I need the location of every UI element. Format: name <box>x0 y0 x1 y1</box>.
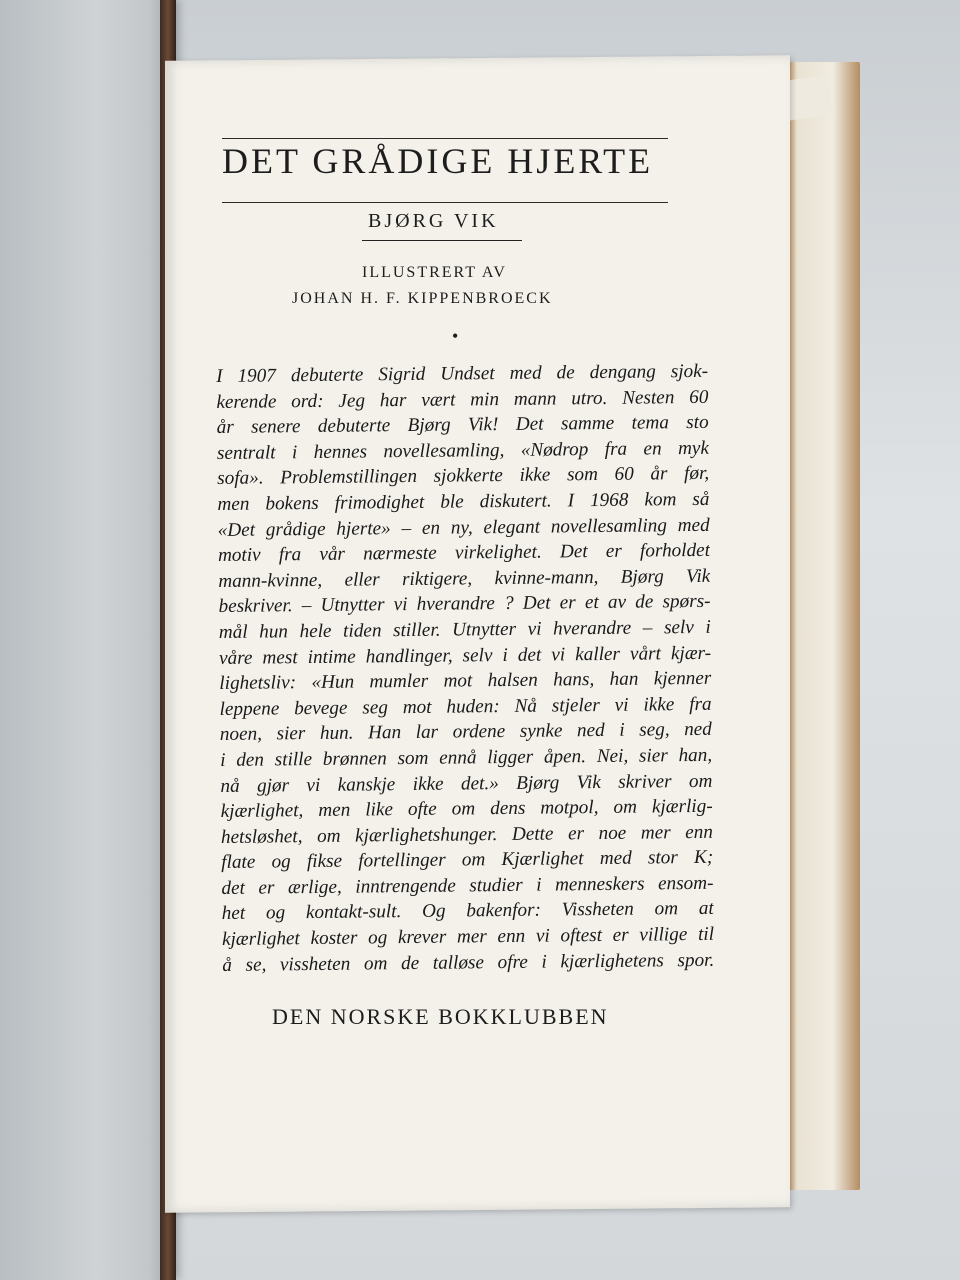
blurb-line: I 1907 debuterte Sigrid Undset med de dengang sjok- <box>216 360 709 387</box>
title-rule-top <box>222 138 668 139</box>
blurb-line: i den stille brønnen som ennå ligger åpen. Nei, sier han, <box>220 744 713 771</box>
left-page <box>0 0 175 1280</box>
separator-bullet: • <box>452 326 459 346</box>
book-title: DET GRÅDIGE HJERTE <box>222 141 654 181</box>
blurb-line: sofa». Problemstillingen sjokkerte ikke som 60 år før, <box>217 463 710 490</box>
blurb-line: flate og fikse fortellinger om Kjærlighet med stor K; <box>221 847 714 874</box>
blurb-line: våre mest intime handlinger, selv i det vi kaller vårt kjær- <box>218 642 712 669</box>
blurb-line: det er ærlige, inntrengende studier i menneskers ensom- <box>221 872 714 899</box>
blurb-line: å se, vissheten om de talløse ofre i kjærlighetens spor. <box>222 949 715 976</box>
blurb-line: het og kontakt-sult. Og bakenfor: Vissheten om at <box>221 898 714 925</box>
publisher-name: DEN NORSKE BOKKLUBBEN <box>272 1004 609 1029</box>
blurb-line: men bokens frimodighet ble diskutert. I 1968 kom så <box>217 488 710 515</box>
blurb-line: mann-kvinne, eller riktigere, kvinne-mann, Bjørg Vik <box>218 565 711 592</box>
blurb-line: sentralt i hennes novellesamling, «Nødrop fra en myk <box>216 437 710 464</box>
blurb-line: hetsløshet, om kjærlighetshunger. Dette er noe mer enn <box>220 821 714 848</box>
blurb-line: nå gjør vi kanskje ikke det.» Bjørg Vik skriver om <box>220 770 713 797</box>
book-author: BJØRG VIK <box>368 210 499 232</box>
illustrator-name: JOHAN H. F. KIPPENBROECK <box>292 290 553 307</box>
blurb-line: «Det grådige hjerte» – en ny, elegant novellesamling med <box>217 514 710 541</box>
illustrator-caption: ILLUSTRERT AV <box>362 264 507 281</box>
blurb-line: år senere debuterte Bjørg Vik! Det samme tema sto <box>216 412 709 439</box>
blurb-text <box>216 359 714 978</box>
blurb-line: kjærlighet, men like ofte om dens motpol, om kjærlig- <box>220 795 713 823</box>
blurb-line: kjærlighet koster og krever mer enn vi oftest er villige til <box>221 923 715 951</box>
title-rule-bottom <box>222 202 668 203</box>
blurb-line: kerende ord: Jeg har vært min mann utro. Nesten 60 <box>216 386 709 413</box>
blurb-line: noen, sier hun. Han lar ordene synke ned i seg, ned <box>219 719 712 746</box>
blurb-line: mål hun hele tiden stiller. Utnytter vi hverandre – selv i <box>218 616 711 643</box>
blurb-line: motiv fra vår nærmeste virkelighet. Det er forholdet <box>217 539 711 567</box>
author-underline <box>362 240 522 241</box>
blurb-line: beskriver. – Utnytter vi hverandre ? Det er et av de spørs- <box>218 591 711 618</box>
blurb-line: leppene bevege seg mot huden: Nå stjeler vi ikke fra <box>219 693 712 720</box>
blurb-line: lighetsliv: «Hun mumler mot halsen hans, han kjenner <box>219 667 712 695</box>
